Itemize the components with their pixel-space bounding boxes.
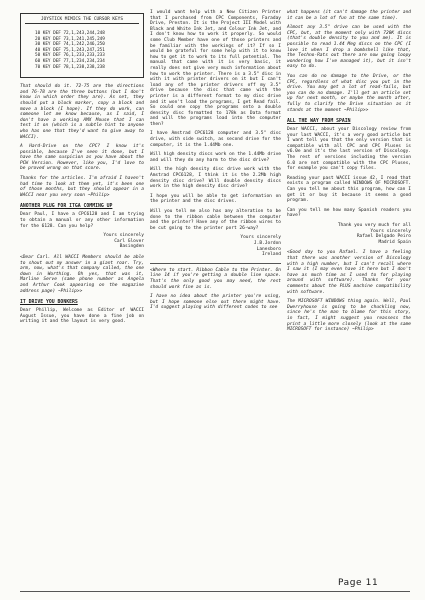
column-middle [150, 10, 281, 315]
code-line: 40 KEY DEF 75,1,243,247,251 [35, 47, 105, 53]
page-number: Page 11 [338, 578, 379, 588]
editor-reply-rafael: <Good day to you Rafael. I have a feeling that there was another version of Discology with a high number, but I can't recall where I saw it (I may even have it here but I don't have as much time as I used to for playing around with software). Thanks for your comments about the PLUS machine compatibility with software. [287, 250, 411, 295]
letter-body-ribbon: Will you tell me also has any alteration to be done to the ribbon cable between the computer and the printer? Have any of the ribbon wires to be cut going to the printer port 26-way? [150, 209, 281, 231]
column-right [287, 10, 411, 337]
letter-heading-spain: ALL THE WAY FROM SPAIN [287, 119, 351, 125]
editor-reply-damage: You can do no damage to the Drive, or the CPC, regardless of what disc you put in the drive. You may get a lot of read-fails, but you can do no damage. I'll get an article set up for next month, or maybe the month after, fully to clarify the Drive situation as it stands at the moment ~Philip>> [287, 73, 411, 113]
code-listing-title: JOYSTICK MIMICS THE CURSOR KEYS [25, 17, 139, 24]
signature-name: J.B.Jordon [253, 240, 281, 246]
letter-body-bonkers: Dear Phillip, Welcome as Editor of WACCI August Issue, you have done a fine job on writing it and the layout is very good. [20, 308, 144, 325]
editor-reply-ribbon: <Where to start. Ribbon Cable to the Printer. On line 14 if you're getting a double line space. That's the only good you may need, the rest should work fine as is. [150, 267, 281, 290]
code-line: 50 KEY DEF 76,1,233,233,233 [35, 53, 105, 59]
letter-body-hd-drive: Will the high density disc drive work with the Amstrad CPC6128, I think it is the 2.2Mb high density disc drive? Will double density discs work in the high density disc drive? [150, 167, 281, 190]
letter-heading-itga: ANOTHER PLUG FOR ITGA COMMING UP [20, 204, 113, 210]
code-line: 70 KEY DEF 78,1,238,238,238 [35, 64, 105, 70]
column-left [20, 10, 144, 329]
code-line: 10 KEY DEF 72,1,243,244,248 [35, 31, 105, 36]
letter-body-discology: Dear WACCI, about your Discology review from your last WACCI, it's a very good article but I want tell you that the only version that is compatible with all CPC and CPC Pluses is v6.0e and it's the last version of Discology. The rest of versions including the version 6.0 are not compatible with the CPC Pluses, for example you can't copy files. [287, 127, 411, 172]
code-listing-box [20, 13, 144, 78]
letter-body-glover: Dear Paul, I have a CPC6128 and I am trying to obtain a manual or any other information for the 6128. Can you help? [20, 212, 144, 229]
signature-country: Ireland [262, 252, 281, 258]
divider [150, 263, 281, 264]
editor-reply-glover: <Dear Carl. All WACCI Members should be able to shout out my answer in a giant roar. Try, arm, now, what's that company called, the one down in Worthing. Oh yes, that was it, Marline Serve (same phone number as Angela and Arthur Cook appearing on the magazine address page) ~Philip>> [20, 255, 144, 294]
editor-reply-drives: Almost any 3.5" drive can be used with the CPC, but, at the moment only with 720K discs (that's double density to you and me). It is possible to read 1.44 Meg discs on the CPC (I love it when I drop a bombshell like that, the Techno-Rats out there are now going loopy wondering how I've managed it), but it isn't easy to do. [287, 25, 411, 70]
signature-name: Carl Glover [114, 238, 144, 244]
signature-name: Rafael Delgado Peiro [356, 234, 411, 240]
editor-reply-hard-drive: A Hard-Drive on the CPC? I know it's possible, because I've seen it done, but I have the same suspicion as you have about the PCW Version. However, like you, I'd love to be proved wrong on that score. [20, 144, 144, 172]
letter-body-hope: I hope you will be able to get information on the printer and the disc drives. [150, 193, 281, 205]
letter-body-windows: Reading your past WACCI issue 42, I read that exists a program called WINDOWS OF MICROSOFT. Can you tell me about this program, how can I get it or buy it because it seems a good program. [287, 175, 411, 204]
editor-reply-printer: I have no idea about the printer you're using, but I hope someone else out there might have. I'd suggest playing with different codes to see [150, 294, 281, 311]
signature-place: Madrid Spain [378, 239, 411, 245]
letter-body-hd-discs: Will high density discs work on the 1.44Mb drive and will they do any harm to the disc drive? [150, 152, 281, 163]
editor-reply-joystick: That should do it. 72-75 are the directions and 76-78 are the three buttons (but I don't know in which order they are). As set, they should put a block marker, copy a block and move a block (I hope). If they do work, can someone let me know because, as I said, I don't have a working AMX Mouse that I can test it on (which is a subtle hint to anyone who has one that they'd want to give away to WACCI). [20, 84, 144, 140]
signature-closing: Yours sincerely [370, 228, 411, 234]
code-line: 20 KEY DEF 73,1,241,245,249 [35, 36, 105, 42]
signature-glover [20, 233, 144, 250]
signature-place: Basingden [119, 244, 144, 250]
code-listing-lines [25, 27, 139, 72]
editor-reply-articles: Thanks for the articles. I'm afraid I haven't had time to look at them yet, it's been one of those months, but they should appear in a WACCI near you very soon ~Philip> [20, 176, 144, 198]
code-line: 30 KEY DEF 74,1,242,246,250 [35, 42, 105, 48]
letter-body-disc-drive: I have Amstrad CPC6128 computer and 3.5" disc drive, with side switch, as second drive for the computer, it is the 1.44Mb one. [150, 131, 281, 148]
signature-closing: Yours sincerely [240, 235, 281, 241]
editor-reply-continued: what happens (it can't damage the printer and it can be a lot of fun at the same time). [287, 10, 411, 21]
signature-jordon [150, 235, 281, 257]
signature-peiro [287, 223, 411, 245]
letter-body-printer: I would want help with a New Citizen Printer that I purchased from CPC Components, Faraday Drive, Preston. It is the Project III Model with Black and White Ink Jet, and Colour Ink Jet, and I don't know how to work it properly. So would some Club Member have one of those printers and be familiar with the workings of it? If so I would be grateful for some help with it to know how to get it to work to its full potential. The manual that came with it is very basic, it really does not give very much information about how to work the printer. There is a 3.5" disc in with it with printer drivers on it but I can't load any of the printer drivers off my 3.5" drive because the disc that came with the printer is a different format to my disc drive and it won't load the programs, I get Read fail. So could one copy the programs onto a double density disc formatted to 178k as Data format and will the programs load into the computer then? [150, 10, 281, 127]
letter-heading-bonkers: IT DRIVE YOU BONKERS [20, 300, 78, 306]
signature-closing: Yours sincerely [103, 233, 144, 239]
signature-thanks: Thank you very much for all [337, 223, 411, 228]
signature-place: Lanesboro [256, 246, 281, 252]
footer-rule [20, 591, 410, 592]
letter-body-spanish: Can you tell me how many Spanish readers you have? [287, 207, 411, 219]
editor-reply-windows: The MICROSOFT WINDOWS thing again. Well, Paul Dwerryhouse is going to be chuckling now, since he's the man to blame for this story, in fact, I might suggest you reassess the print a little more closely (look at the same MICROSOFT for instance) ~Philip> [287, 299, 411, 333]
code-line: 60 KEY DEF 77,1,234,234,234 [35, 58, 105, 64]
